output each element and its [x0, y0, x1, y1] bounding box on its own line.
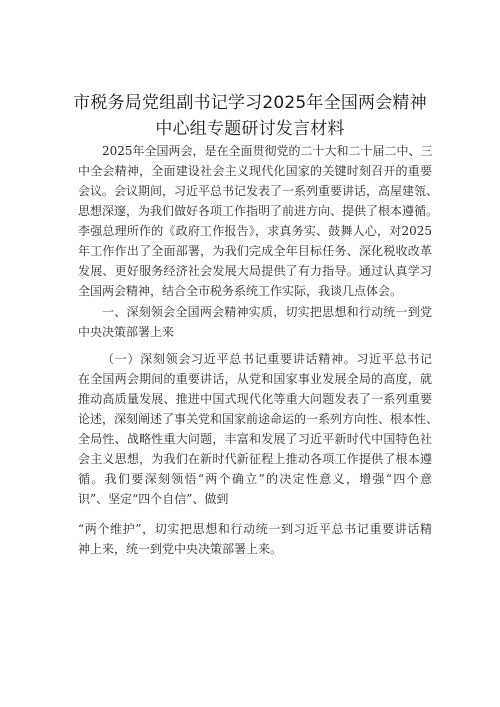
paragraph-line: 神上来，统一到党中央决策部署上来。 [78, 542, 283, 556]
paragraph-line: 2025年全国两会，是在全面贯彻党的二十大和二十届二中、三 [102, 144, 433, 158]
paragraph-line: 全局性、战略性重大问题，丰富和发展了习近平新时代中国特色社 [78, 432, 432, 446]
paragraph-line: 年工作作出了全面部署，为我们完成全年目标任务、深化税收改革 [78, 244, 432, 258]
paragraph-line: 全国两会精神，结合全市税务系统工作实际，我谈几点体会。 [78, 284, 403, 298]
section-heading-line: 中央决策部署上来 [78, 325, 175, 339]
paragraph-line: “两个维护”，切实把思想和行动统一到习近平总书记重要讲话精 [78, 522, 432, 536]
paragraph-line: 发展、更好服务经济社会发展大局提供了有力指导。通过认真学习 [78, 264, 432, 278]
document-title-line-2: 中心组专题研讨发言材料 [155, 119, 345, 139]
paragraph-line: 在全国两会期间的重要讲话，从党和国家事业发展全局的高度，就 [78, 372, 432, 386]
paragraph-line: 中全会精神，全面建设社会主义现代化国家的关键时刻召开的重要 [78, 164, 432, 178]
paragraph-line: 思想深邃，为我们做好各项工作指明了前进方向、提供了根本遵循。 [78, 204, 439, 218]
paragraph-line: 识”、坚定“四个自信”、做到 [78, 492, 229, 506]
document-title-line-1: 市税务局党组副书记学习2025年全国两会精神 [73, 93, 427, 113]
paragraph-line: （一）深刻领会习近平总书记重要讲话精神。习近平总书记 [102, 352, 432, 366]
paragraph-line: 会议。会议期间，习近平总书记发表了一系列重要讲话，高屋建瓴、 [78, 184, 439, 198]
paragraph-line: 推动高质量发展、推进中国式现代化等重大问题发表了一系列重要 [78, 392, 432, 406]
paragraph-line: 李强总理所作的《政府工作报告》，求真务实、鼓舞人心，对2025 [78, 224, 432, 238]
paragraph-line: 循。我们要深刻领悟“两个确立”的决定性意义，增强“四个意 [78, 472, 432, 486]
section-heading-line: 一、深刻领会全国两会精神实质，切实把思想和行动统一到党 [102, 305, 432, 319]
paragraph-line: 论述，深刻阐述了事关党和国家前途命运的一系列方向性、根本性、 [78, 412, 439, 426]
paragraph-line: 会主义思想，为我们在新时代新征程上推动各项工作提供了根本遵 [78, 452, 432, 466]
